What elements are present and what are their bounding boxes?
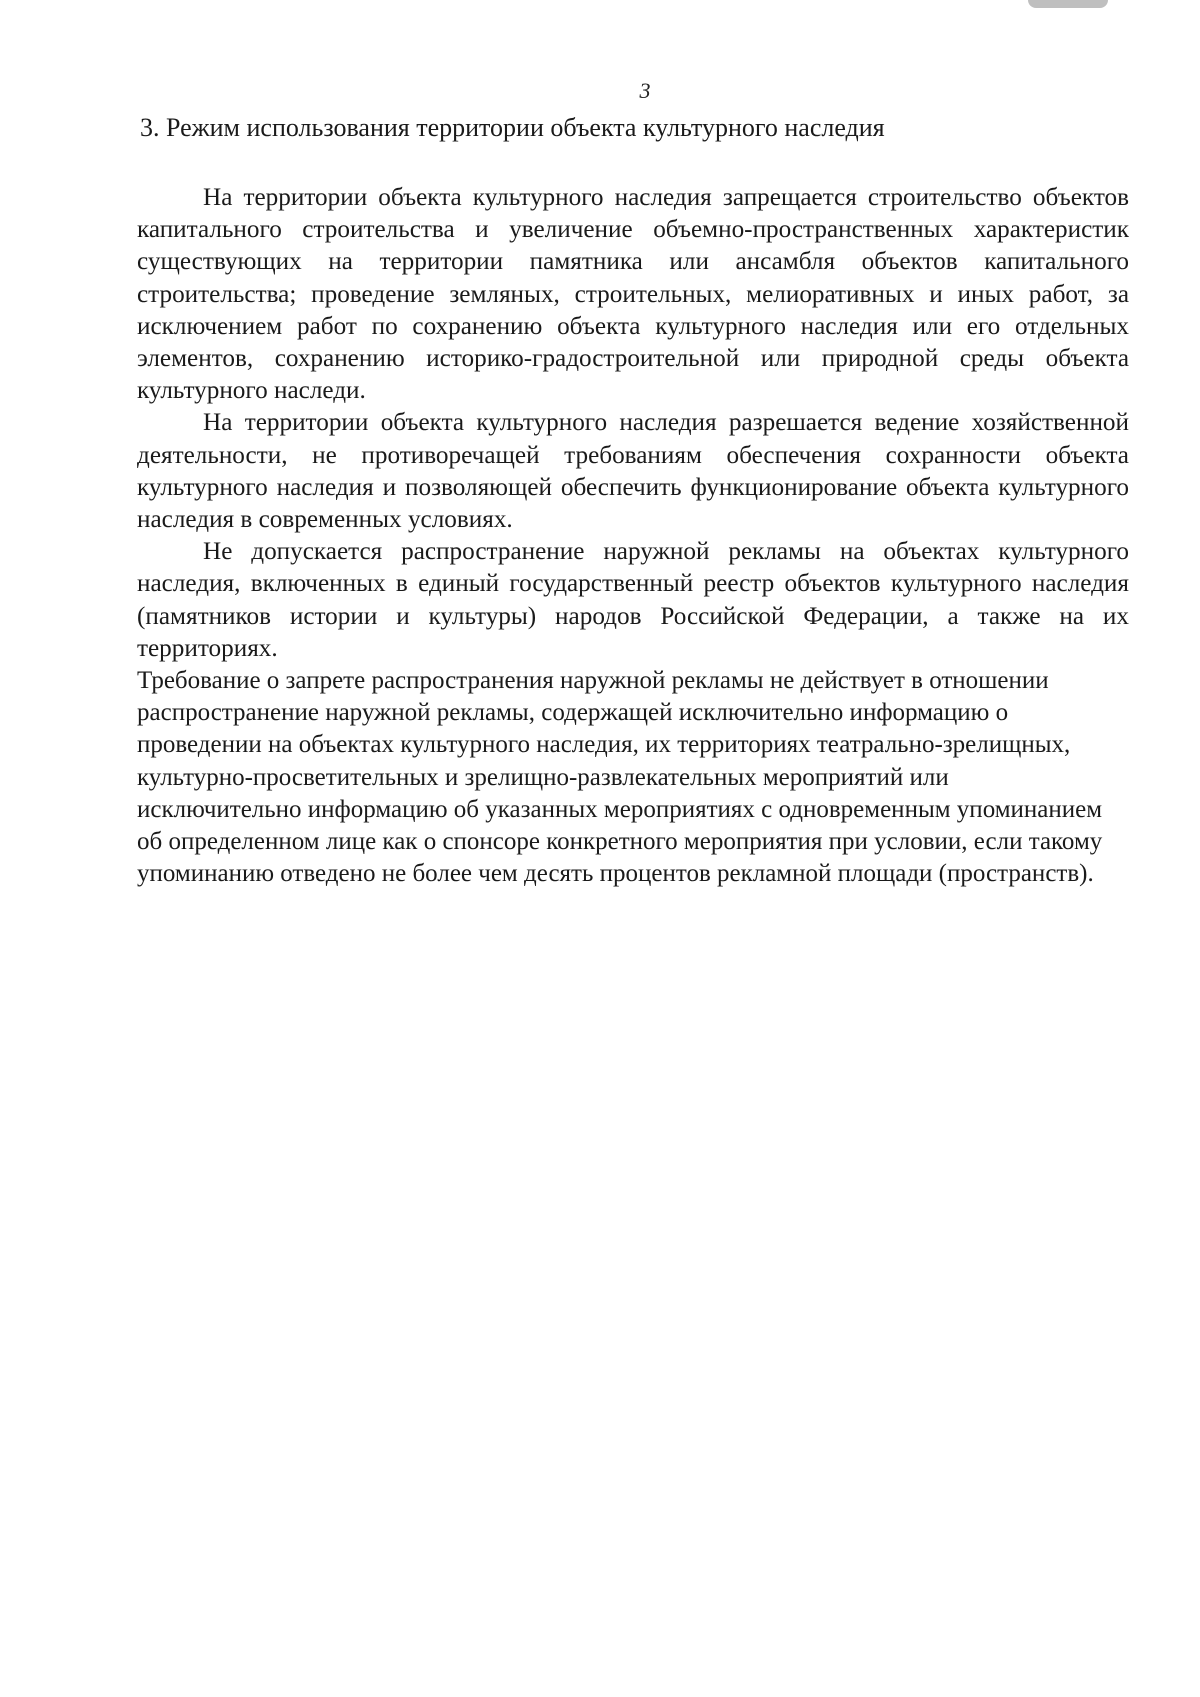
scan-artifact [1028,0,1108,8]
paragraph-advertising-ban: Не допускается распространение наружной рекламы на объектах культурного наследия, включенных в единый государственный реестр объектов культурного наследия (памятников истории и культуры) народов Российской Федерации, а также на их территориях. [137,538,1129,662]
document-body [137,182,1129,890]
page-number: 3 [639,78,651,103]
paragraph-permitted-activity: На территории объекта культурного наследия разрешается ведение хозяйственной деятельности, не противоречащей требованиям обеспечения сохранности объекта культурного наследия и позволяющей обеспечить функционирование объекта культурного наследия в современных условиях. [137,409,1129,534]
section-heading: 3. Режим использования территории объекта культурного наследия [140,113,885,142]
paragraph-prohibitions: На территории объекта культурного наследия запрещается строительство объектов капитального строительства и увеличение объемно-пространственных характеристик существующих на территории памятника или ансамбля объектов капитального строительства; проведение земляных, строительных, мелиоративных и иных работ, за исключением работ по сохранению объекта культурного наследия или его отдельных элементов, сохранению историко-градостроительной или природной среды объекта культурного наследи. [137,184,1129,405]
paragraph-advertising-exception: Требование о запрете распространения наружной рекламы не действует в отношении распространение наружной рекламы, содержащей исключительно информацию о проведении на объектах культурного наследия, их территориях театрально-зрелищных, культурно-просветительных и зрелищно-развлекательных мероприятий или исключительно информацию об указанных мероприятиях с одновременным упоминанием об определенном лице как о спонсоре конкретного мероприятия при условии, если такому упоминанию отведено не более чем десять процентов рекламной площади (пространств). [137,667,1103,888]
